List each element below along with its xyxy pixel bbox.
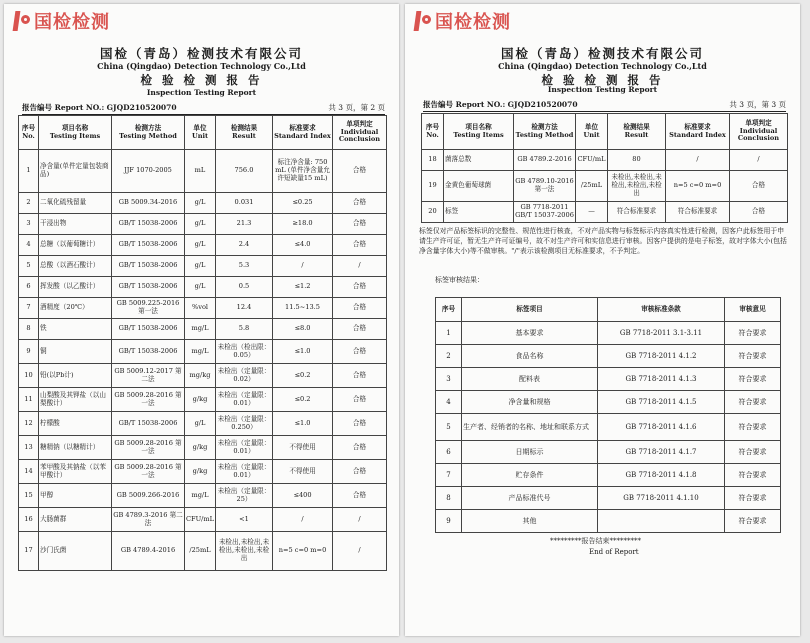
label-row: [436, 368, 781, 391]
label-cell-clause: GB 7718-2011 4.1.3: [598, 368, 725, 391]
col-header-en: Standard Index: [669, 130, 726, 139]
table-row: [19, 298, 387, 319]
cell-item: 铅(以Pb计): [39, 364, 112, 388]
cell-no: 16: [19, 508, 39, 532]
cell-conclusion: 合格: [333, 150, 387, 193]
col-header-cn: 单位: [584, 122, 599, 131]
cell-result: 未检出（定量限：0.01）: [216, 460, 273, 484]
label-cell-no: 5: [436, 414, 462, 441]
company-logo: [12, 8, 110, 34]
page-counter: 共 3 页，第 3 页: [729, 100, 786, 109]
cell-conclusion: 合格: [730, 171, 788, 202]
cell-method: GB 4789.3-2016 第二法: [112, 508, 185, 532]
cell-unit: /25mL: [185, 532, 216, 571]
label-cell-opinion: 符合要求: [725, 345, 781, 368]
col-header-en: Testing Method: [119, 131, 177, 140]
cell-result: 未检出（定量限：0.250）: [216, 412, 273, 436]
cell-result: 12.4: [216, 298, 273, 319]
cell-standard: /: [273, 508, 333, 532]
label-cell-item: 配料表: [462, 368, 598, 391]
cell-method: GB/T 15038-2006: [112, 340, 185, 364]
table-row: [19, 436, 387, 460]
col-header-cn: 标准要求: [289, 123, 316, 132]
cell-item: 酒精度（20℃）: [39, 298, 112, 319]
cell-unit: g/kg: [185, 388, 216, 412]
report-meta: [22, 102, 385, 115]
cell-method: GB/T 15038-2006: [112, 412, 185, 436]
col-header-result: [608, 114, 666, 150]
col-header-cn: 检测结果: [230, 123, 258, 132]
col-header-cn: 标准要求: [684, 122, 711, 131]
col-header-cn: 单项判定: [346, 119, 373, 128]
col-header-cn: 检测方法: [531, 122, 558, 131]
end-of-report-en: End of Report: [589, 548, 639, 556]
cell-method: GB 5009.12-2017 第二法: [112, 364, 185, 388]
label-review-table: [435, 297, 781, 533]
cell-item: 净含量(单件定量包装商品): [39, 150, 112, 193]
cell-standard: ≤1.2: [273, 277, 333, 298]
cell-item: 干浸出物: [39, 214, 112, 235]
cell-no: 9: [19, 340, 39, 364]
col-header-conclusion: [333, 116, 387, 150]
cell-method: GB 4789.10-2016 第一法: [514, 171, 576, 202]
label-cell-item: 食品名称: [462, 345, 598, 368]
cell-item: 沙门氏菌: [39, 532, 112, 571]
label-col-header: 序号: [436, 298, 462, 322]
cell-result: 80: [608, 150, 666, 171]
label-row: [436, 322, 781, 345]
cell-conclusion: /: [333, 532, 387, 571]
label-cell-no: 7: [436, 464, 462, 487]
report-page-3: [405, 4, 800, 636]
cell-conclusion: 合格: [333, 364, 387, 388]
col-header-unit: [185, 116, 216, 150]
cell-item: 铜: [39, 340, 112, 364]
cell-conclusion: 合格: [333, 484, 387, 508]
cell-no: 15: [19, 484, 39, 508]
label-cell-item: 产品标准代号: [462, 487, 598, 510]
cell-standard: ≤0.2: [273, 364, 333, 388]
cell-conclusion: 合格: [333, 388, 387, 412]
cell-method: GB 5009.225-2016 第一法: [112, 298, 185, 319]
cell-item: 总酸（以酒石酸计）: [39, 256, 112, 277]
cell-unit: g/L: [185, 412, 216, 436]
col-header-cn: 检测结果: [623, 122, 650, 131]
label-cell-no: 8: [436, 487, 462, 510]
label-cell-clause: GB 7718-2011 4.1.5: [598, 391, 725, 414]
end-of-report-cn: *********报告结束*********: [550, 537, 641, 545]
cell-unit: g/L: [185, 235, 216, 256]
col-header-en: No.: [22, 131, 35, 140]
table-row: [19, 235, 387, 256]
cell-conclusion: 合格: [333, 460, 387, 484]
cell-no: 3: [19, 214, 39, 235]
cell-conclusion: 合格: [333, 436, 387, 460]
table-row: [422, 202, 788, 223]
cell-item: 菌落总数: [444, 150, 514, 171]
cell-item: 苯甲酸及其钠盐（以苯甲酸计）: [39, 460, 112, 484]
cell-result: 未检出（定量限：25）: [216, 484, 273, 508]
cell-unit: /25mL: [576, 171, 608, 202]
col-header-result: [216, 116, 273, 150]
cell-result: 756.0: [216, 150, 273, 193]
cell-method: GB 4789.4-2016: [112, 532, 185, 571]
cell-no: 17: [19, 532, 39, 571]
cell-conclusion: 合格: [333, 277, 387, 298]
cell-unit: g/L: [185, 193, 216, 214]
col-header-en: Individual Conclusion: [338, 127, 381, 144]
label-cell-clause: GB 7718-2011 4.1.2: [598, 345, 725, 368]
label-cell-item: 基本要求: [462, 322, 598, 345]
company-logo: [413, 8, 511, 34]
cell-standard: ≥18.0: [273, 214, 333, 235]
cell-standard: /: [666, 150, 730, 171]
label-row: [436, 345, 781, 368]
report-no-label: 报告编号 Report NO.:: [423, 100, 506, 109]
table-row: [19, 484, 387, 508]
cell-standard: ≤0.25: [273, 193, 333, 214]
label-cell-opinion: 符合要求: [725, 441, 781, 464]
cell-standard: n=5 c=0 m=0: [273, 532, 333, 571]
cell-result: 21.3: [216, 214, 273, 235]
cell-unit: g/kg: [185, 436, 216, 460]
cell-standard: 11.5~13.5: [273, 298, 333, 319]
col-header-cn: 项目名称: [61, 123, 89, 132]
label-row: [436, 441, 781, 464]
cell-standard: ≤1.0: [273, 340, 333, 364]
label-cell-item: 日期标示: [462, 441, 598, 464]
label-cell-no: 6: [436, 441, 462, 464]
cell-conclusion: 合格: [333, 412, 387, 436]
cell-item: 标签: [444, 202, 514, 223]
cell-standard: 符合标准要求: [666, 202, 730, 223]
cell-unit: mg/L: [185, 340, 216, 364]
cell-method: GB/T 15038-2006: [112, 256, 185, 277]
col-header-cn: 单位: [193, 123, 207, 132]
label-cell-no: 2: [436, 345, 462, 368]
table-row: [19, 193, 387, 214]
cell-result: 0.5: [216, 277, 273, 298]
cell-method: GB 5009.28-2016 第一法: [112, 436, 185, 460]
table-row: [19, 364, 387, 388]
cell-result: 未检出（定量限：0.01）: [216, 388, 273, 412]
report-no: GJQD210520070: [106, 103, 177, 112]
cell-no: 12: [19, 412, 39, 436]
col-header-method: [514, 114, 576, 150]
label-cell-clause: GB 7718-2011 4.1.10: [598, 487, 725, 510]
table-row: [422, 150, 788, 171]
label-cell-item: 生产者、经销者的名称、地址和联系方式: [462, 414, 598, 441]
label-row: [436, 487, 781, 510]
cell-unit: CFU/mL: [185, 508, 216, 532]
company-name-cn: 国检（青岛）检测技术有限公司: [99, 46, 303, 61]
table-row: [19, 256, 387, 277]
report-title-cn: 检 验 检 测 报 告: [140, 73, 263, 87]
cell-conclusion: 合格: [333, 214, 387, 235]
label-cell-opinion: 符合要求: [725, 510, 781, 533]
cell-result: 未检出,未检出,未检出,未检出,未检出: [608, 171, 666, 202]
label-cell-clause: GB 7718-2011 4.1.8: [598, 464, 725, 487]
cell-conclusion: 合格: [333, 340, 387, 364]
table-row: [19, 340, 387, 364]
label-cell-opinion: 符合要求: [725, 487, 781, 510]
cell-unit: g/L: [185, 277, 216, 298]
table-row: [19, 214, 387, 235]
cell-conclusion: 合格: [333, 319, 387, 340]
col-header-standard: [666, 114, 730, 150]
cell-item: 大肠菌群: [39, 508, 112, 532]
cell-no: 20: [422, 202, 444, 223]
col-header-en: Result: [624, 130, 649, 139]
cell-standard: 不得使用: [273, 460, 333, 484]
cell-unit: %vol: [185, 298, 216, 319]
cell-item: 总糖（以葡萄糖计）: [39, 235, 112, 256]
cell-result: 5.3: [216, 256, 273, 277]
cell-standard: /: [273, 256, 333, 277]
col-header-cn: 序号: [425, 122, 440, 131]
cell-unit: g/L: [185, 214, 216, 235]
label-cell-opinion: 符合要求: [725, 414, 781, 441]
cell-unit: CFU/mL: [576, 150, 608, 171]
report-title-cn: 检 验 检 测 报 告: [541, 73, 664, 87]
cell-no: 5: [19, 256, 39, 277]
cell-no: 14: [19, 460, 39, 484]
label-col-header: 审核标准条款: [598, 298, 725, 322]
results-table: [18, 115, 387, 571]
page-counter: 共 3 页，第 2 页: [328, 103, 385, 112]
col-header-en: No.: [426, 130, 439, 139]
label-cell-clause: [598, 510, 725, 533]
label-cell-opinion: 符合要求: [725, 391, 781, 414]
logo-mark-icon: [12, 9, 32, 33]
cell-item: 糖精钠（以糖精计）: [39, 436, 112, 460]
label-cell-no: 9: [436, 510, 462, 533]
col-header-en: Unit: [191, 131, 209, 140]
table-row: [19, 277, 387, 298]
col-header-item: [444, 114, 514, 150]
cell-unit: mL: [185, 150, 216, 193]
cell-conclusion: /: [333, 508, 387, 532]
cell-result: 2.4: [216, 235, 273, 256]
cell-standard: ≤0.2: [273, 388, 333, 412]
label-col-header: 审核意见: [725, 298, 781, 322]
col-header-en: Standard Index: [274, 131, 331, 140]
cell-method: GB 4789.2-2016: [514, 150, 576, 171]
cell-no: 11: [19, 388, 39, 412]
col-header-cn: 检测方法: [134, 123, 162, 132]
label-cell-opinion: 符合要求: [725, 464, 781, 487]
results-table: [421, 113, 788, 223]
cell-standard: ≤8.0: [273, 319, 333, 340]
cell-method: GB/T 15038-2006: [112, 214, 185, 235]
label-row: [436, 464, 781, 487]
cell-unit: —: [576, 202, 608, 223]
cell-conclusion: /: [333, 256, 387, 277]
label-cell-no: 1: [436, 322, 462, 345]
logo-text: 国检检测: [34, 12, 110, 33]
cell-no: 6: [19, 277, 39, 298]
col-header-cn: 序号: [21, 123, 36, 132]
label-cell-item: 其他: [462, 510, 598, 533]
company-name-en: China (Qingdao) Detection Technology Co.,Ltd: [498, 61, 707, 71]
label-col-header: 标签项目: [462, 298, 598, 322]
table-row: [19, 412, 387, 436]
col-header-method: [112, 116, 185, 150]
col-header-en: Result: [232, 131, 256, 140]
cell-method: GB 7718-2011 GB/T 15037-2006: [514, 202, 576, 223]
cell-result: 0.031: [216, 193, 273, 214]
cell-item: 挥发酸（以乙酸计）: [39, 277, 112, 298]
cell-conclusion: 合格: [333, 235, 387, 256]
cell-no: 2: [19, 193, 39, 214]
col-header-en: Testing Method: [515, 130, 574, 139]
cell-unit: g/kg: [185, 460, 216, 484]
label-note: 标签仅对产品标签标识的完整性、规范性进行核查，不对产品实物与标签标示内容真实性进行检测，因客户此标签用于申请生产许可证，暂无生产许可证编号，故不对生产许可和实信息进行审核。因客户提供的是电子标签，故对字体大小(包括净含量字体大小)等不做审核。"/"表示该检测项目无标准要求，不予判定。: [419, 227, 787, 255]
col-header-en: Individual Conclusion: [737, 126, 780, 143]
cell-item: 甲醇: [39, 484, 112, 508]
cell-no: 19: [422, 171, 444, 202]
cell-method: GB/T 15038-2006: [112, 277, 185, 298]
cell-no: 1: [19, 150, 39, 193]
col-header-en: Testing Items: [453, 130, 504, 139]
report-page-2: [4, 4, 399, 636]
cell-conclusion: 合格: [333, 298, 387, 319]
label-cell-item: 净含量和规格: [462, 391, 598, 414]
cell-item: 山梨酸及其钾盐（以山梨酸计）: [39, 388, 112, 412]
cell-method: JJF 1070-2005: [112, 150, 185, 193]
cell-no: 18: [422, 150, 444, 171]
cell-result: 未检出,未检出,未检出,未检出,未检出: [216, 532, 273, 571]
cell-standard: 不得使用: [273, 436, 333, 460]
label-row: [436, 510, 781, 533]
cell-item: 铁: [39, 319, 112, 340]
logo-mark-icon: [413, 9, 433, 33]
cell-no: 4: [19, 235, 39, 256]
cell-conclusion: 合格: [730, 202, 788, 223]
cell-result: 未检出（定量限：0.02）: [216, 364, 273, 388]
report-title-en: Inspection Testing Report: [547, 85, 658, 94]
label-row: [436, 391, 781, 414]
cell-standard: ≤400: [273, 484, 333, 508]
label-row: [436, 414, 781, 441]
cell-no: 8: [19, 319, 39, 340]
report-no: GJQD210520070: [507, 100, 578, 109]
label-cell-item: 贮存条件: [462, 464, 598, 487]
label-cell-clause: GB 7718-2011 3.1-3.11: [598, 322, 725, 345]
cell-standard: n=5 c=0 m=0: [666, 171, 730, 202]
cell-result: 未检出（检出限：0.05）: [216, 340, 273, 364]
cell-no: 13: [19, 436, 39, 460]
label-cell-clause: GB 7718-2011 4.1.6: [598, 414, 725, 441]
cell-result: 5.8: [216, 319, 273, 340]
col-header-item: [39, 116, 112, 150]
cell-standard: ≤4.0: [273, 235, 333, 256]
table-row: [19, 532, 387, 571]
company-name-cn: 国检（青岛）检测技术有限公司: [500, 46, 704, 61]
cell-method: GB 5009.28-2016 第一法: [112, 388, 185, 412]
col-header-cn: 项目名称: [465, 122, 492, 131]
report-title-en: Inspection Testing Report: [146, 88, 257, 97]
label-review-title: 标签审核结果：: [435, 276, 484, 284]
table-row: [19, 460, 387, 484]
cell-unit: mg/L: [185, 319, 216, 340]
cell-item: 柠檬酸: [39, 412, 112, 436]
cell-method: GB/T 15038-2006: [112, 235, 185, 256]
cell-unit: mg/L: [185, 484, 216, 508]
cell-unit: g/L: [185, 256, 216, 277]
cell-result: 未检出（定量限：0.01）: [216, 436, 273, 460]
logo-text: 国检检测: [435, 12, 511, 33]
cell-no: 7: [19, 298, 39, 319]
company-name-en: China (Qingdao) Detection Technology Co.,Ltd: [97, 61, 306, 71]
col-header-cn: 单项判定: [745, 118, 772, 127]
cell-standard: ≤1.0: [273, 412, 333, 436]
col-header-standard: [273, 116, 333, 150]
cell-conclusion: /: [730, 150, 788, 171]
label-cell-opinion: 符合要求: [725, 322, 781, 345]
cell-result: <1: [216, 508, 273, 532]
cell-method: GB/T 15038-2006: [112, 319, 185, 340]
col-header-en: Testing Items: [49, 131, 101, 140]
label-cell-no: 3: [436, 368, 462, 391]
cell-result: 符合标准要求: [608, 202, 666, 223]
cell-conclusion: 合格: [333, 193, 387, 214]
cell-unit: mg/kg: [185, 364, 216, 388]
table-row: [19, 150, 387, 193]
cell-method: GB 5009.28-2016 第一法: [112, 460, 185, 484]
table-row: [19, 319, 387, 340]
label-cell-clause: GB 7718-2011 4.1.7: [598, 441, 725, 464]
col-header-unit: [576, 114, 608, 150]
table-row: [422, 171, 788, 202]
cell-no: 10: [19, 364, 39, 388]
col-header-en: Unit: [583, 130, 600, 139]
col-header-conclusion: [730, 114, 788, 150]
table-row: [19, 508, 387, 532]
report-no-label: 报告编号 Report NO.:: [22, 103, 105, 112]
label-cell-no: 4: [436, 391, 462, 414]
col-header-no: [19, 116, 39, 150]
cell-item: 二氧化硫残留量: [39, 193, 112, 214]
label-cell-opinion: 符合要求: [725, 368, 781, 391]
cell-standard: 标注净含量: 750 mL (单件净含量允许短缺量15 mL): [273, 150, 333, 193]
cell-method: GB 5009.266-2016: [112, 484, 185, 508]
col-header-no: [422, 114, 444, 150]
cell-item: 金黄色葡萄球菌: [444, 171, 514, 202]
report-meta: [423, 99, 786, 112]
cell-method: GB 5009.34-2016: [112, 193, 185, 214]
table-row: [19, 388, 387, 412]
